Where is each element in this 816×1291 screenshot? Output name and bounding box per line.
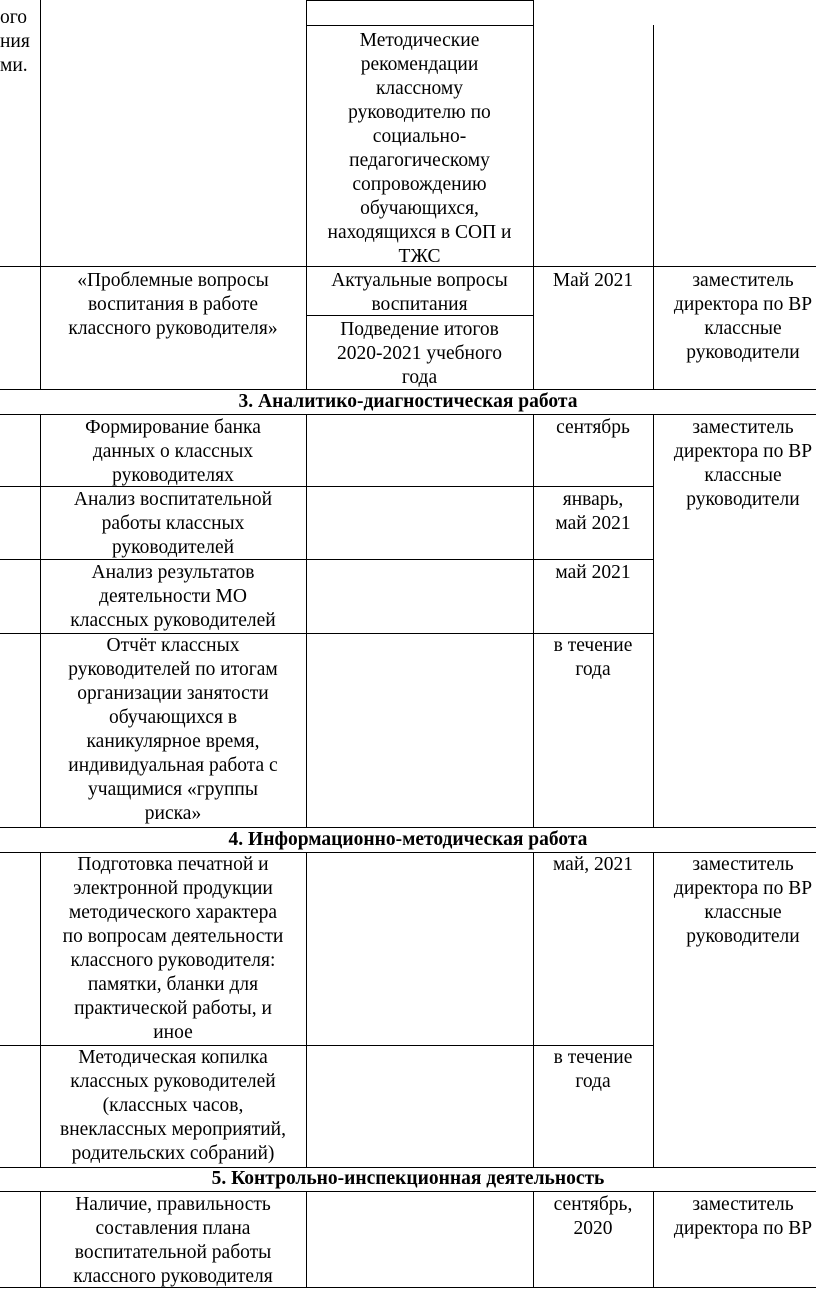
text-line: воспитания в работе bbox=[87, 294, 259, 315]
text-line: руководителей по итогам bbox=[68, 659, 278, 680]
text-line: руководителю по bbox=[348, 102, 491, 123]
text-line: 2020-2021 учебного bbox=[337, 343, 502, 364]
text-line: сентябрь bbox=[556, 417, 630, 438]
text-line: риска» bbox=[144, 803, 202, 824]
text-line: январь, bbox=[562, 489, 624, 510]
event-cell bbox=[40, 561, 306, 633]
text-line: классному bbox=[375, 78, 464, 99]
event-cell bbox=[40, 1046, 306, 1166]
text-line: электронной продукции bbox=[73, 878, 273, 899]
text-line: руководители bbox=[686, 489, 800, 510]
text-line: в течение bbox=[553, 1047, 633, 1068]
text-line: Наличие, правильность bbox=[75, 1194, 271, 1215]
text-line: Методические bbox=[359, 30, 480, 51]
text-line: заместитель bbox=[692, 417, 794, 438]
responsible-cell bbox=[653, 416, 816, 512]
text-line: директора по ВР bbox=[673, 1218, 813, 1239]
text-line: классные bbox=[704, 465, 782, 486]
clipped-left-text bbox=[0, 6, 30, 78]
text-line: Подведение итогов bbox=[340, 319, 499, 340]
date-cell bbox=[533, 416, 653, 440]
text-line: Актуальные вопросы bbox=[331, 270, 508, 291]
text-line: ми. bbox=[0, 55, 28, 76]
text-line: классных руководителей bbox=[70, 610, 276, 631]
responsible-cell bbox=[653, 1193, 816, 1241]
text-line: классные bbox=[704, 318, 782, 339]
text-line: находящихся в СОП и bbox=[327, 222, 512, 243]
text-line: Методическая копилка bbox=[78, 1047, 268, 1068]
text-line: директора по ВР bbox=[673, 878, 813, 899]
text-line: классных руководителей bbox=[70, 1071, 276, 1092]
text-line: иное bbox=[153, 1022, 193, 1043]
text-line: 2020 bbox=[573, 1218, 613, 1239]
text-line: Подготовка печатной и bbox=[77, 854, 269, 875]
text-line: директора по ВР bbox=[673, 441, 813, 462]
text-line: рекомендации bbox=[360, 54, 479, 75]
event-cell bbox=[40, 853, 306, 1045]
responsible-cell bbox=[653, 269, 816, 365]
topic-cell bbox=[306, 269, 533, 317]
text-line: данных о классных bbox=[92, 441, 254, 462]
text-line: заместитель bbox=[692, 854, 794, 875]
date-cell bbox=[533, 561, 653, 585]
text-line: Анализ воспитательной bbox=[73, 489, 273, 510]
text-line: «Проблемные вопросы bbox=[77, 270, 269, 291]
text-line: ТЖС bbox=[398, 246, 441, 267]
text-line: воспитательной работы bbox=[74, 1242, 272, 1263]
text-line: каникулярное время, bbox=[86, 731, 260, 752]
text-line: деятельности МО bbox=[99, 586, 247, 607]
text-line: директора по ВР bbox=[673, 294, 813, 315]
text-line: классного руководителя bbox=[73, 1266, 273, 1287]
text-line: классного руководителя: bbox=[70, 950, 276, 971]
date-cell bbox=[533, 488, 653, 536]
section-heading: 5. Контрольно-инспекционная деятельность bbox=[211, 1168, 605, 1189]
text-line: май 2021 bbox=[555, 513, 631, 534]
text-line: организации занятости bbox=[77, 683, 269, 704]
text-line: ого bbox=[0, 7, 28, 28]
text-line: составления плана bbox=[95, 1218, 251, 1239]
text-line: руководители bbox=[686, 926, 800, 947]
topic-cell bbox=[306, 318, 533, 390]
date-cell bbox=[533, 1046, 653, 1094]
date-cell bbox=[533, 634, 653, 682]
text-line: памятки, бланки для bbox=[87, 974, 259, 995]
event-title-cell bbox=[40, 269, 306, 341]
text-line: Анализ результатов bbox=[91, 562, 255, 583]
text-line: Отчёт классных bbox=[106, 635, 240, 656]
section-heading: 3. Аналитико-диагностическая работа bbox=[238, 391, 578, 412]
event-cell bbox=[40, 1193, 306, 1289]
text-line: (классных часов, bbox=[102, 1095, 244, 1116]
text-line: руководителях bbox=[112, 465, 234, 486]
text-line: руководителей bbox=[111, 537, 235, 558]
text-line: воспитания bbox=[371, 294, 468, 315]
section-heading: 4. Информационно-методическая работа bbox=[228, 829, 588, 850]
text-line: руководители bbox=[686, 342, 800, 363]
responsible-cell bbox=[653, 853, 816, 949]
text-line: социально- bbox=[372, 126, 467, 147]
text-line: родительских собраний) bbox=[71, 1143, 275, 1164]
date-cell bbox=[533, 1193, 653, 1241]
event-cell bbox=[40, 634, 306, 826]
text-line: обучающихся, bbox=[360, 198, 479, 219]
text-line: в течение bbox=[553, 635, 633, 656]
methodical-recommendations-cell bbox=[306, 29, 533, 269]
text-line: май, 2021 bbox=[552, 854, 634, 875]
text-line: Формирование банка bbox=[85, 417, 261, 438]
text-line: классного руководителя» bbox=[68, 318, 278, 339]
text-line: учащимися «группы bbox=[88, 779, 258, 800]
date-cell bbox=[533, 269, 653, 293]
date-cell bbox=[533, 853, 653, 877]
event-cell bbox=[40, 416, 306, 488]
text-line: внеклассных мероприятий, bbox=[60, 1119, 286, 1140]
text-line: заместитель bbox=[692, 1194, 794, 1215]
text-line: ния bbox=[0, 31, 30, 52]
text-line: заместитель bbox=[692, 270, 794, 291]
text-line: педагогическому bbox=[349, 150, 490, 171]
text-line: обучающихся в bbox=[108, 707, 238, 728]
text-line: года bbox=[575, 1071, 611, 1092]
text-line: Май 2021 bbox=[552, 270, 634, 291]
text-line: классные bbox=[704, 902, 782, 923]
text-line: года bbox=[575, 659, 611, 680]
text-line: практической работы, и bbox=[74, 998, 272, 1019]
text-line: индивидуальная работа с bbox=[68, 755, 278, 776]
text-line: года bbox=[401, 367, 438, 388]
text-line: работы классных bbox=[101, 513, 245, 534]
text-line: сентябрь, bbox=[553, 1194, 633, 1215]
text-line: методического характера bbox=[68, 902, 278, 923]
event-cell bbox=[40, 488, 306, 560]
text-line: по вопросам деятельности bbox=[62, 926, 284, 947]
text-line: сопровождению bbox=[352, 174, 487, 195]
text-line: май 2021 bbox=[555, 562, 631, 583]
